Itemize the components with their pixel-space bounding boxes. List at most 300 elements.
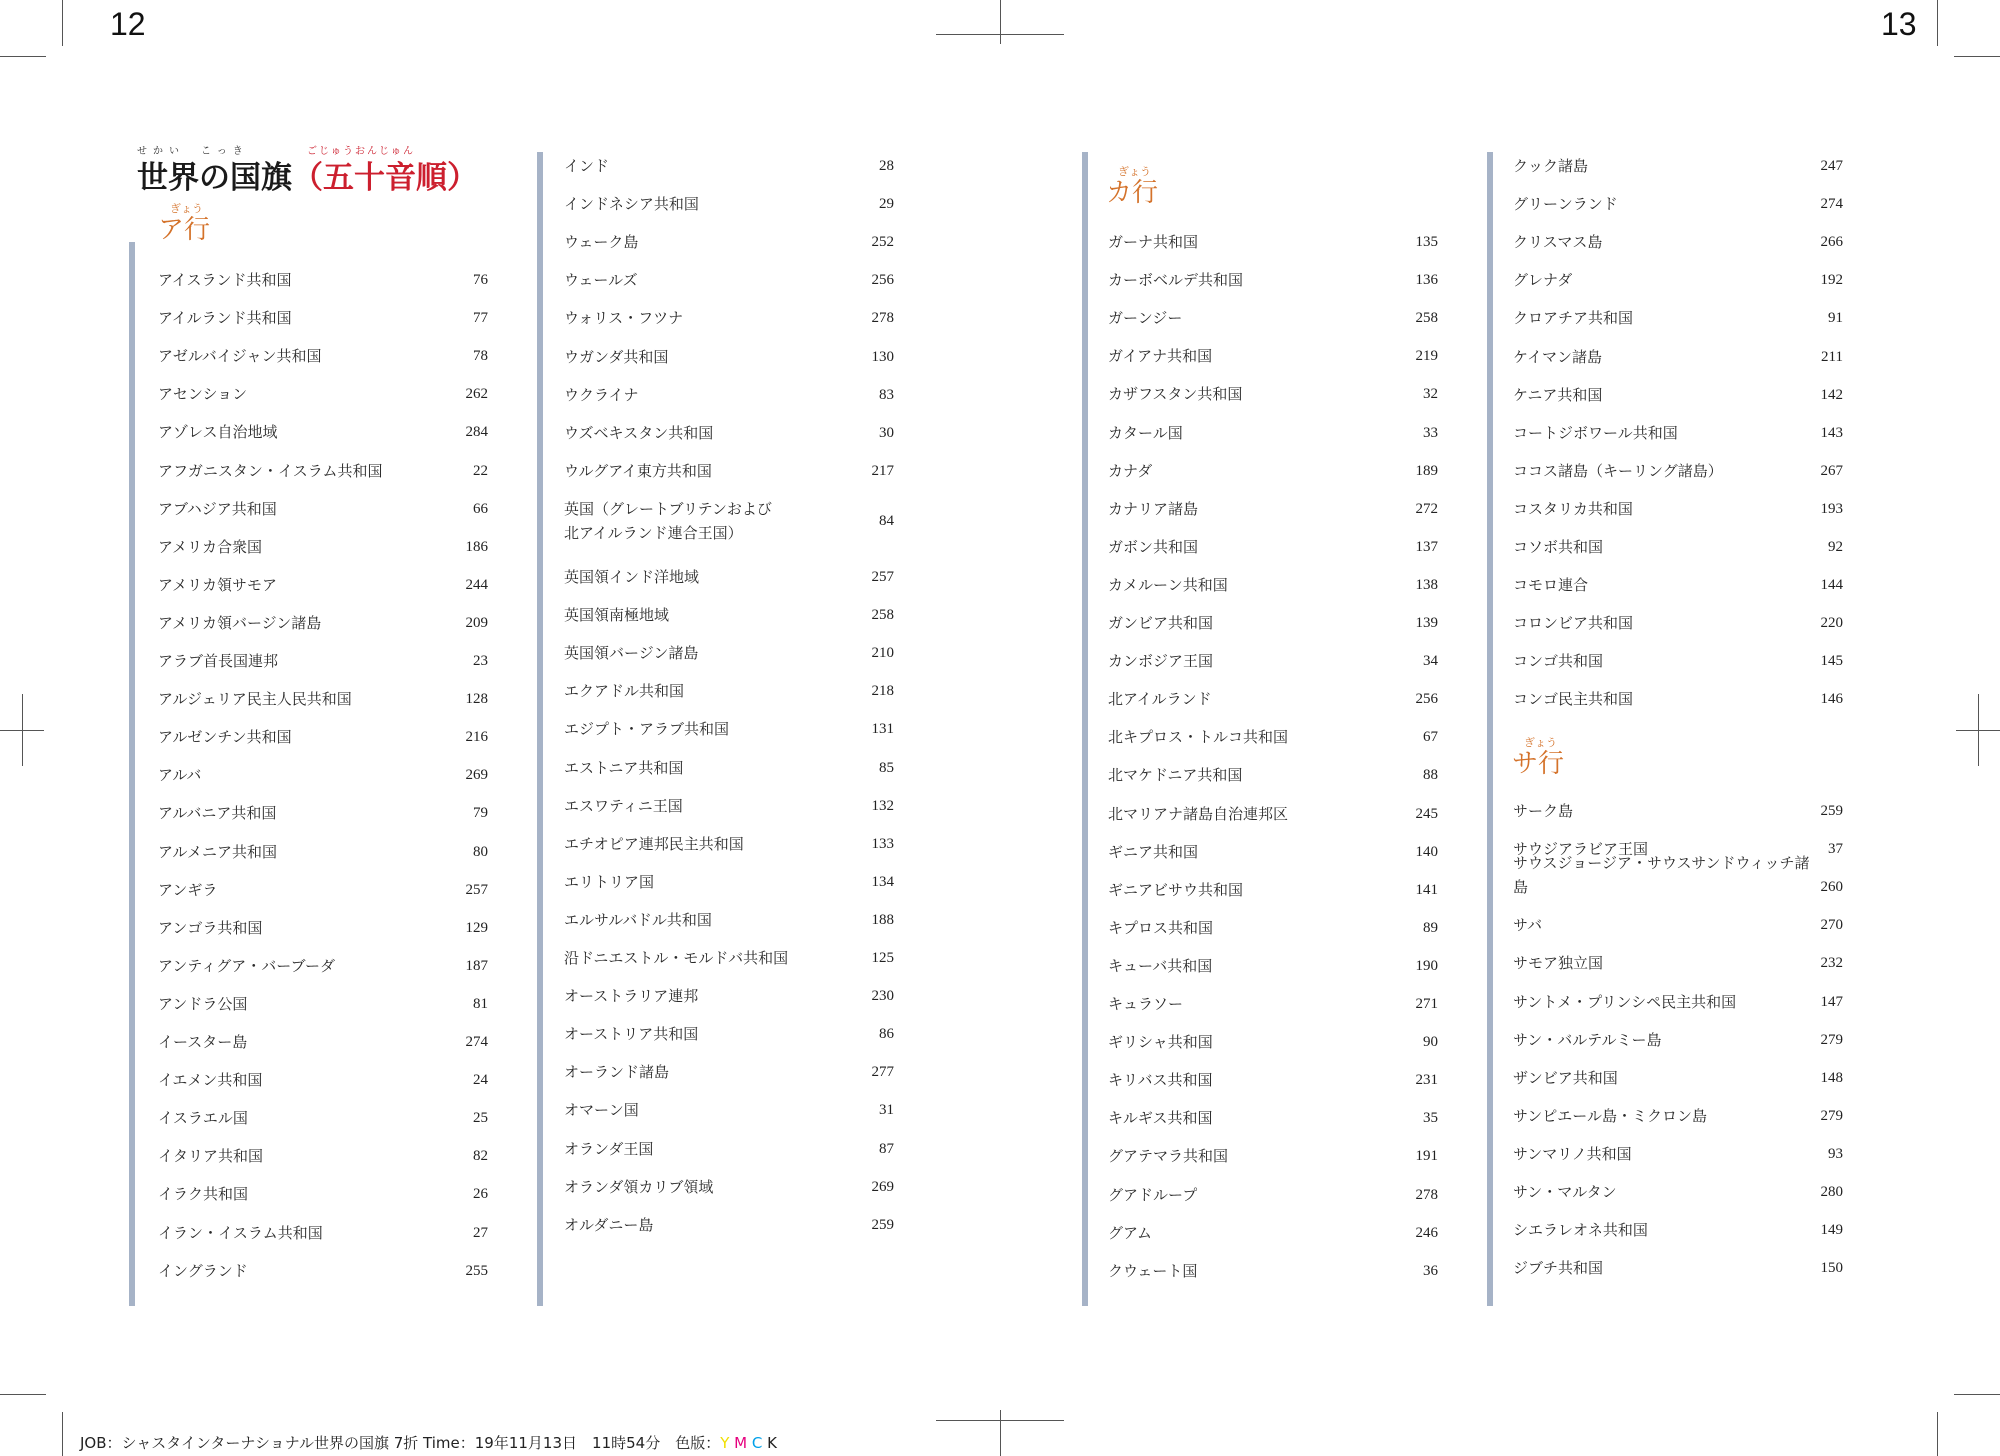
country-name: ジブチ共和国 — [1513, 1259, 1604, 1278]
page-ref: 136 — [1415, 272, 1438, 289]
country-name: エストニア共和国 — [564, 758, 684, 777]
country-name: アンティグア・バーブーダ — [158, 956, 336, 975]
page-ref: 272 — [1415, 500, 1438, 517]
page-ref: 77 — [473, 310, 488, 327]
section-heading-a — [158, 203, 210, 245]
country-name: アイスランド共和国 — [158, 271, 292, 289]
country-name: コソボ共和国 — [1513, 538, 1604, 556]
index-entry — [1108, 230, 1438, 254]
country-name: シエラレオネ共和国 — [1513, 1221, 1648, 1240]
country-name: アラブ首長国連邦 — [158, 652, 279, 670]
country-name: グアテマラ共和国 — [1108, 1147, 1229, 1166]
page-ref: 144 — [1820, 577, 1843, 594]
page-ref: 230 — [871, 988, 894, 1005]
crop-mark — [1954, 56, 2000, 57]
index-entry — [1513, 611, 1843, 635]
page-ref: 28 — [879, 158, 894, 174]
country-name: カンボジア王国 — [1108, 652, 1214, 671]
country-name: オーストラリア連邦 — [564, 987, 699, 1006]
index-entry — [158, 1068, 488, 1092]
index-entry — [1513, 1028, 1843, 1052]
country-name: カザフスタン共和国 — [1108, 385, 1243, 404]
country-name: カーボベルデ共和国 — [1108, 271, 1244, 290]
page-ref: 66 — [473, 500, 488, 517]
country-name: クウェート国 — [1108, 1261, 1198, 1280]
footer-text: JOB：シャスタインターナショナル世界の国旗 7折 Time：19年11月13日 11時54分 色版： — [80, 1434, 721, 1452]
index-entry — [1108, 535, 1438, 559]
page-ref: 79 — [473, 805, 488, 822]
index-entry — [1108, 878, 1438, 902]
title-paren-ruby: ごじゅうおんじゅん — [307, 146, 415, 157]
page-ref: 91 — [1828, 310, 1843, 327]
page-ref: 190 — [1415, 957, 1438, 974]
index-entry — [158, 306, 488, 330]
page-number-left: 12 — [110, 6, 146, 42]
country-name: 北マケドニア共和国 — [1108, 766, 1243, 785]
index-entry — [564, 154, 894, 178]
country-name: 北アイルランド — [1108, 690, 1212, 709]
country-name: コモロ連合 — [1513, 576, 1589, 595]
country-name: アルバ — [158, 766, 202, 785]
country-name: アメリカ合衆国 — [158, 537, 262, 556]
page-ref: 84 — [879, 512, 894, 529]
country-name: コンゴ共和国 — [1513, 652, 1604, 671]
country-name: キルギス共和国 — [1108, 1109, 1213, 1128]
page-ref: 186 — [465, 538, 488, 555]
country-name: オランダ領カリブ領域 — [564, 1177, 714, 1196]
page-ref: 259 — [871, 1216, 894, 1233]
page-ref: 259 — [1820, 803, 1843, 819]
index-entry — [564, 641, 894, 665]
index-entry — [1513, 990, 1843, 1014]
crop-mark — [1937, 0, 1938, 46]
index-entry — [1513, 230, 1843, 254]
index-entry — [158, 573, 488, 597]
page-ref: 274 — [1820, 196, 1843, 213]
page-ref: 37 — [1828, 841, 1843, 858]
country-name: ガーナ共和国 — [1108, 233, 1199, 251]
page-ref: 92 — [1828, 539, 1843, 555]
country-name: アンドラ公国 — [158, 994, 248, 1013]
country-name: オルダニー島 — [564, 1215, 654, 1234]
index-entry — [1108, 1259, 1438, 1283]
index-entry — [1108, 992, 1438, 1016]
page-ref: 30 — [879, 424, 894, 441]
country-name: エリトリア国 — [564, 872, 655, 891]
index-entry — [1108, 954, 1438, 978]
country-name: エジプト・アラブ共和国 — [564, 720, 730, 739]
index-entry — [1108, 1221, 1438, 1245]
index-entry — [158, 1144, 488, 1168]
page-ref: 90 — [1423, 1034, 1438, 1051]
country-name: サーク島 — [1513, 802, 1574, 820]
page-ref: 232 — [1820, 955, 1843, 972]
country-name: 英国領インド洋地域 — [564, 568, 700, 586]
country-name: ウズベキスタン共和国 — [564, 423, 714, 442]
index-entry — [1513, 306, 1843, 330]
page-ref: 266 — [1820, 234, 1843, 251]
country-name: イスラエル国 — [158, 1109, 248, 1128]
index-entry — [1513, 1218, 1843, 1242]
footer-plate-y: Y — [720, 1434, 730, 1452]
page-ref: 193 — [1820, 500, 1843, 517]
country-name: コロンビア共和国 — [1513, 614, 1634, 633]
country-name: オマーン国 — [564, 1101, 639, 1120]
section-name: カ行 — [1106, 178, 1159, 208]
index-entry — [158, 801, 488, 825]
page-ref: 140 — [1415, 843, 1438, 860]
crop-mark — [62, 0, 63, 46]
page-ref: 23 — [473, 653, 488, 669]
column-bar — [129, 242, 135, 1306]
index-entry — [1513, 459, 1843, 483]
index-entry — [1108, 573, 1438, 597]
page-ref: 280 — [1820, 1184, 1843, 1200]
page-ref: 130 — [871, 348, 894, 365]
page-ref: 252 — [871, 234, 894, 251]
page-ref: 189 — [1415, 462, 1438, 479]
country-name: 英国領南極地域 — [564, 606, 670, 625]
page-number-right: 13 — [1881, 6, 1917, 42]
index-entry — [564, 870, 894, 894]
page-ref: 257 — [871, 569, 894, 585]
country-name: サン・バルテルミー島 — [1513, 1030, 1662, 1049]
country-name: アルバニア共和国 — [158, 804, 277, 823]
country-name: ウガンダ共和国 — [564, 347, 669, 366]
page-ref: 211 — [1821, 348, 1843, 365]
country-name: グレナダ — [1513, 271, 1573, 290]
country-name: アフガニスタン・イスラム共和国 — [158, 461, 383, 480]
index-entry — [158, 420, 488, 444]
page-ref: 142 — [1820, 386, 1843, 403]
index-entry — [1108, 497, 1438, 521]
page-ref: 255 — [465, 1262, 488, 1279]
crop-mark — [0, 1394, 46, 1395]
section-heading-ka — [1106, 166, 1158, 208]
country-name: ケニア共和国 — [1513, 385, 1603, 404]
country-name: サウジアラビア王国 — [1513, 840, 1649, 859]
page-ref: 35 — [1423, 1110, 1438, 1127]
index-entry — [1108, 1144, 1438, 1168]
page-ref: 210 — [871, 645, 894, 662]
country-name: ガンビア共和国 — [1108, 614, 1214, 632]
page-ref: 279 — [1820, 1031, 1843, 1048]
index-entry — [564, 1175, 894, 1199]
crop-mark — [1954, 1394, 2000, 1395]
page-title-block — [137, 146, 478, 198]
country-name: ギニアビサウ共和国 — [1108, 880, 1244, 899]
page-ref: 256 — [871, 272, 894, 289]
country-name: アルゼンチン共和国 — [158, 728, 292, 747]
page-ref: 188 — [871, 911, 894, 928]
country-name: アンギラ — [158, 880, 218, 899]
index-entry — [1513, 951, 1843, 975]
index-entry — [158, 611, 488, 635]
index-entry — [158, 687, 488, 711]
country-name: クック諸島 — [1513, 157, 1589, 175]
country-name: ギニア共和国 — [1108, 842, 1199, 861]
index-entry — [1513, 383, 1843, 407]
index-entry — [1108, 459, 1438, 483]
index-entry — [1108, 916, 1438, 940]
country-name: サウスジョージア・サウスサンドウィッチ諸島 — [1513, 854, 1810, 897]
index-entry — [564, 1213, 894, 1237]
page-ref: 217 — [871, 462, 894, 479]
page-ref: 83 — [879, 386, 894, 403]
country-name: サバ — [1513, 916, 1543, 935]
index-entry — [1513, 345, 1843, 369]
page-ref: 87 — [879, 1140, 894, 1157]
index-entry — [158, 992, 488, 1016]
index-entry — [564, 306, 894, 330]
country-name: サントメ・プリンシペ民主共和国 — [1513, 992, 1737, 1011]
page-ref: 132 — [871, 797, 894, 814]
page-ref: 31 — [879, 1102, 894, 1119]
country-name: イラク共和国 — [158, 1185, 249, 1204]
page-ref: 220 — [1820, 615, 1843, 632]
index-entry — [1513, 497, 1843, 521]
country-name: キュラソー — [1108, 995, 1184, 1013]
country-name: オーランド諸島 — [564, 1063, 670, 1082]
index-entry — [1513, 1066, 1843, 1090]
index-entry — [1108, 344, 1438, 368]
page-ref: 129 — [465, 919, 488, 936]
index-entry — [1513, 854, 1843, 899]
country-name: 北キプロス・トルコ共和国 — [1108, 728, 1289, 747]
country-name: エスワティニ王国 — [564, 796, 683, 815]
index-entry — [1513, 421, 1843, 445]
index-entry — [564, 679, 894, 703]
index-entry — [1513, 649, 1843, 673]
country-name: キプロス共和国 — [1108, 918, 1214, 937]
page-ref: 245 — [1415, 805, 1438, 822]
crop-mark — [0, 56, 46, 57]
page-ref: 269 — [465, 767, 488, 784]
index-entry — [564, 421, 894, 445]
country-name: ウクライナ — [564, 385, 639, 404]
page-ref: 125 — [871, 950, 894, 966]
section-reading: ぎょう — [1524, 736, 1557, 749]
crop-mark — [22, 694, 23, 766]
page-ref: 86 — [879, 1026, 894, 1043]
index-entry — [1513, 1256, 1843, 1280]
section-reading: ぎょう — [170, 202, 203, 215]
index-entry — [1108, 382, 1438, 406]
page-ref: 29 — [879, 196, 894, 213]
index-entry — [1108, 1183, 1438, 1207]
index-entry — [158, 344, 488, 368]
page-ref: 258 — [1415, 310, 1438, 327]
index-entry — [1108, 1068, 1438, 1092]
country-name: 英国（グレートブリテンおよび 北アイルランド連合王国） — [564, 499, 772, 542]
column-bar — [1082, 152, 1088, 1306]
page-ref: 85 — [879, 759, 894, 776]
country-name: カタール国 — [1108, 423, 1183, 442]
index-entry — [564, 832, 894, 856]
country-name: クロアチア共和国 — [1513, 309, 1634, 328]
index-entry — [1513, 573, 1843, 597]
index-entry — [158, 1221, 488, 1245]
country-name: 沿ドニエストル・モルドバ共和国 — [564, 949, 789, 967]
page-ref: 219 — [1415, 348, 1438, 365]
index-entry — [564, 268, 894, 292]
index-entry — [564, 192, 894, 216]
index-entry — [158, 497, 488, 521]
page-ref: 247 — [1820, 158, 1843, 174]
country-name: ギリシャ共和国 — [1108, 1033, 1213, 1052]
crop-mark — [1000, 0, 1001, 44]
page-ref: 269 — [871, 1178, 894, 1195]
country-name: サンピエール島・ミクロン島 — [1513, 1106, 1707, 1125]
country-name: キリバス共和国 — [1108, 1071, 1213, 1090]
page-ref: 284 — [465, 424, 488, 441]
page-ref: 260 — [1820, 879, 1843, 896]
crop-mark — [1000, 1410, 1001, 1456]
page-ref: 32 — [1423, 386, 1438, 403]
index-entry — [564, 345, 894, 369]
index-entry — [158, 535, 488, 559]
country-name: グリーンランド — [1513, 195, 1618, 214]
page-ref: 93 — [1828, 1145, 1843, 1162]
index-entry — [564, 603, 894, 627]
page-title-paren: （五十音順） — [292, 160, 478, 196]
page-ref: 279 — [1820, 1107, 1843, 1124]
index-entry — [1108, 763, 1438, 787]
country-name: コンゴ民主共和国 — [1513, 690, 1634, 709]
index-entry — [1513, 799, 1843, 823]
index-entry — [564, 908, 894, 932]
index-entry — [564, 230, 894, 254]
country-name: エルサルバドル共和国 — [564, 910, 712, 929]
index-entry — [1513, 1142, 1843, 1166]
page-ref: 128 — [465, 691, 488, 708]
page-ref: 141 — [1415, 881, 1438, 898]
page-ref: 80 — [473, 843, 488, 860]
index-entry — [564, 565, 894, 589]
index-entry — [158, 878, 488, 902]
page-ref: 271 — [1415, 996, 1438, 1012]
country-name: オーストリア共和国 — [564, 1025, 699, 1044]
country-name: イングランド — [158, 1261, 248, 1280]
index-entry — [1108, 268, 1438, 292]
index-entry — [1513, 913, 1843, 937]
index-entry — [158, 382, 488, 406]
page-ref: 82 — [473, 1148, 488, 1165]
country-name: インド — [564, 157, 610, 175]
page-ref: 88 — [1423, 767, 1438, 784]
country-name: アルメニア共和国 — [158, 842, 277, 861]
country-name: オランダ王国 — [564, 1139, 654, 1158]
country-name: イースター島 — [158, 1033, 248, 1051]
index-entry — [564, 497, 894, 545]
page-ref: 274 — [465, 1034, 488, 1050]
page-title-main: 世界の国旗 — [137, 160, 292, 196]
section-reading: ぎょう — [1118, 165, 1151, 178]
page-ref: 216 — [465, 729, 488, 746]
index-entry — [158, 459, 488, 483]
page-ref: 22 — [473, 462, 488, 479]
footer-plate-m: M — [734, 1434, 748, 1452]
page-ref: 257 — [465, 881, 488, 898]
index-entry — [158, 1259, 488, 1283]
index-entry — [1513, 1180, 1843, 1204]
country-name: サン・マルタン — [1513, 1183, 1617, 1201]
country-name: アセンション — [158, 385, 248, 404]
country-name: ザンビア共和国 — [1513, 1068, 1618, 1087]
index-entry — [1108, 1106, 1438, 1130]
page-ref: 187 — [465, 957, 488, 974]
index-entry — [564, 383, 894, 407]
section-name: サ行 — [1512, 749, 1565, 779]
page-ref: 191 — [1415, 1148, 1438, 1165]
page-ref: 147 — [1820, 993, 1843, 1010]
crop-mark — [1937, 1412, 1938, 1456]
country-name: ココス諸島（キーリング諸島） — [1513, 461, 1723, 480]
page-ref: 192 — [1820, 272, 1843, 289]
page-ref: 262 — [465, 386, 488, 403]
page-ref: 267 — [1820, 462, 1843, 479]
page-ref: 150 — [1820, 1260, 1843, 1277]
page-title — [137, 158, 478, 198]
column-bar — [537, 152, 543, 1306]
index-entry — [564, 1137, 894, 1161]
index-entry — [564, 1098, 894, 1122]
page-ref: 34 — [1423, 653, 1438, 670]
country-name: アゾレス自治地域 — [158, 423, 278, 442]
index-entry — [158, 916, 488, 940]
index-entry — [564, 1022, 894, 1046]
page-ref: 134 — [871, 873, 894, 890]
page-ref: 138 — [1415, 576, 1438, 593]
crop-mark — [62, 1412, 63, 1456]
page-ref: 277 — [871, 1064, 894, 1081]
page-ref: 26 — [473, 1186, 488, 1203]
country-name: アンゴラ共和国 — [158, 918, 263, 937]
index-entry — [1108, 687, 1438, 711]
index-entry — [158, 1182, 488, 1206]
section-heading-sa — [1512, 737, 1564, 779]
index-entry — [1513, 1104, 1843, 1128]
page-ref: 139 — [1415, 615, 1438, 631]
index-entry — [1108, 611, 1438, 635]
country-name: アブハジア共和国 — [158, 499, 277, 518]
country-name: アゼルバイジャン共和国 — [158, 347, 322, 366]
page-ref: 231 — [1415, 1072, 1438, 1089]
country-name: アルジェリア民主人民共和国 — [158, 690, 352, 709]
country-name: ガイアナ共和国 — [1108, 347, 1213, 366]
page-ref: 67 — [1423, 729, 1438, 746]
page-ref: 148 — [1820, 1069, 1843, 1086]
country-name: カナリア諸島 — [1108, 499, 1199, 518]
page-ref: 25 — [473, 1110, 488, 1127]
page-ref: 76 — [473, 272, 488, 288]
country-name: サンマリノ共和国 — [1513, 1144, 1632, 1163]
country-name: ガーンジー — [1108, 309, 1183, 328]
country-name: コスタリカ共和国 — [1513, 499, 1633, 518]
index-entry — [1108, 306, 1438, 330]
country-name: コートジボワール共和国 — [1513, 423, 1678, 442]
country-name: グアドループ — [1108, 1185, 1198, 1204]
page-ref: 246 — [1415, 1224, 1438, 1241]
index-entry — [1513, 535, 1843, 559]
index-entry — [564, 1060, 894, 1084]
index-entry — [564, 794, 894, 818]
country-name: ウェーク島 — [564, 233, 639, 252]
index-entry — [564, 459, 894, 483]
country-name: 北マリアナ諸島自治連邦区 — [1108, 804, 1289, 823]
index-entry — [158, 649, 488, 673]
index-entry — [1108, 725, 1438, 749]
